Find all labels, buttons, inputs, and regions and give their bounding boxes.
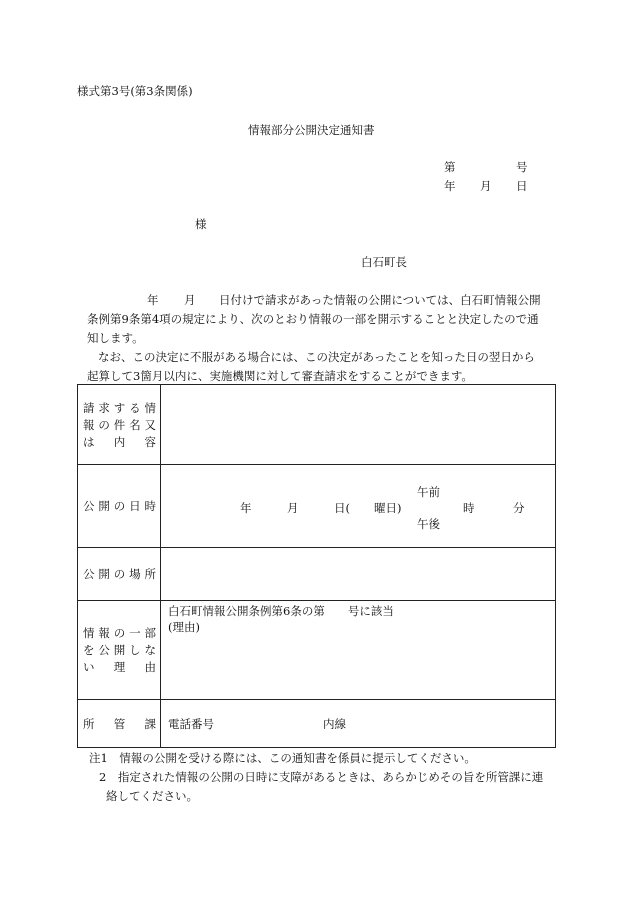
table-row-place [78,548,556,601]
body-year: 年 [147,293,159,307]
doc-number-suffix: 号 [516,160,528,174]
note-2-line1: 2 指定された情報の公開の日時に支障があるときは、あらかじめその旨を所管課に連 [99,770,544,784]
request-value-cell [161,385,556,465]
body-month: 月 [184,293,196,307]
datetime-month: 月 [287,501,299,515]
document-title: 情報部分公開決定通知書 [248,123,375,137]
date-year: 年 [444,179,456,193]
reason-label-cell [78,601,161,700]
addressee-suffix: 様 [195,217,207,231]
datetime-hour: 時 [463,501,475,515]
note-2-line2-text: 絡してください。 [106,789,198,803]
body-notice-line1: なお、この決定に不服がある場合には、この決定があったことを知った日の翌日から [98,350,535,364]
reason-label-line2: を公開しな [83,643,156,657]
body-line3: 知します。 [87,331,144,345]
reason-value-cell [161,601,556,700]
body-line1: 日付けで請求があった情報の公開については、白石町情報公開 [219,293,541,307]
request-label-line1: 請求する情 [83,401,156,415]
doc-number-prefix: 第 [444,160,456,174]
table-row-request [78,385,556,465]
note-1: 注1 情報の公開を受ける際には、この通知書を係員に提示してください。 [89,751,476,765]
datetime-year: 年 [240,501,252,515]
datetime-value-cell [161,465,556,548]
request-label-cell [78,385,161,465]
table-row-datetime [78,465,556,548]
datetime-minute: 分 [513,501,525,515]
department-label: 所 管 課 [83,717,156,731]
datetime-pm: 午後 [417,517,440,531]
note-2-line2 [99,787,198,806]
datetime-day: 日( [334,501,350,515]
reason-clause: 白石町情報公開条例第6条の第 号に該当 [168,604,394,618]
form-number: 様式第3号(第3条関係) [77,84,193,98]
date-month: 月 [480,179,492,193]
place-label-cell [78,548,161,601]
body-notice-line2: 起算して3箇月以内に、実施機関に対して審査請求をすることができます。 [87,369,473,383]
reason-label-line1: 情報の一部 [83,626,156,640]
request-label-line3: は 内 容 [83,435,156,449]
datetime-label-cell [78,465,161,548]
datetime-label: 公開の日時 [83,499,156,513]
issuer-name: 白石町長 [361,255,407,269]
table-row-reason [78,601,556,700]
department-phone-label: 電話番号 [168,717,214,731]
reason-label-riyu: (理由) [168,620,200,634]
datetime-weekday: 曜日) [374,501,402,515]
datetime-am: 午前 [417,485,440,499]
body-line2: 条例第9条第4項の規定により、次のとおり情報の一部を開示することと決定したので通 [87,312,539,326]
table-row-department [78,700,556,748]
place-label: 公開の場所 [83,567,156,581]
department-label-cell [78,700,161,748]
disclosure-table [77,384,556,748]
department-value-cell [161,700,556,748]
department-extension-label: 内線 [323,717,346,731]
reason-label-line3: い 理 由 [83,660,156,674]
request-label-line2: 報の件名又 [83,418,156,432]
date-day: 日 [516,179,528,193]
place-value-cell [161,548,556,601]
